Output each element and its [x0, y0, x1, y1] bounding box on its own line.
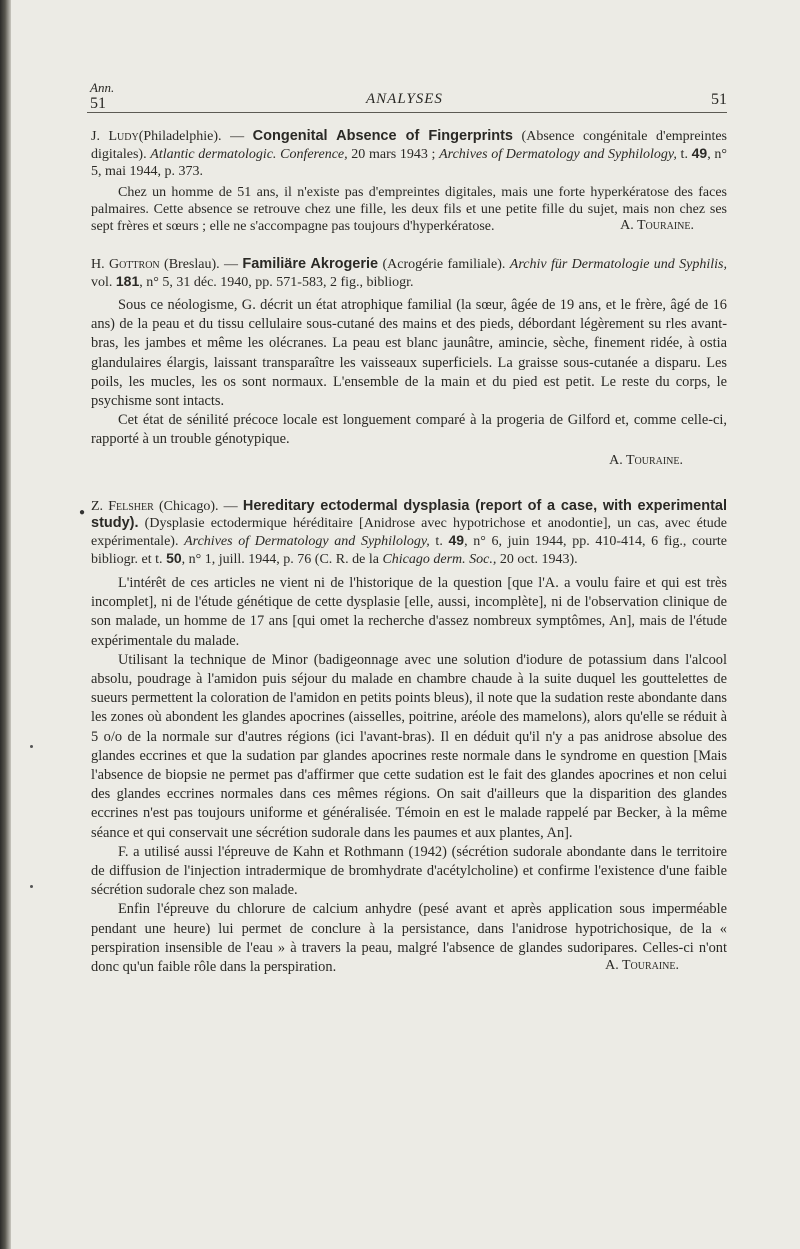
abstract-ludy — [91, 128, 727, 234]
author: Z. Felsher — [91, 499, 154, 514]
article-title: Hereditary ectodermal dysplasia (report of a case, with experimental study). — [91, 498, 727, 531]
signature: A. Touraine. — [609, 452, 683, 468]
handwritten-annotation: Ann. — [90, 80, 115, 95]
header-rule — [87, 112, 727, 113]
abstract-body: L'intérêt de ces articles ne vient ni de l'historique de la question [que l'A. a voulu faire et qui est très incomplet], ni de l'étude génétique de cette dysplasie [elle, aussi, incomplète], ni de l'observation clinique de son malade, un homme de 17 ans [qui omet la recherche d'assez nombreux symptômes, An], mais de l'étude expérimentale du malade. Utilisant la technique de Minor (badigeonnage avec une solution d'iodure de potassium dans l'alcool absolu, poudrage à l'amidon puis séjour du malade en chambre chaude à la suite duquel les gouttelettes de sueurs permettent la coloration de l'amidon en petits points bleus), il note que la sudation reste abondante dans les zones où abondent les glandes apocrines (aisselles, poitrine, aréole des mamelons), alors qu'elle se réduit à 5 o/o de la normale sur d'autres régions (ici l'avant-bras). Il en déduit qu'il n'y a pas anidrose absolue des glandes eccrines et que la sudation par glandes apocrines reste normale dans le syndrome en question [Mais l'absence de biopsie ne permet pas d'affirmer que cette sudation est le fait des glandes apocrines et non celui des glandes eccrines normales dans ces mêmes régions. On sait d'ailleurs que la disparition des glandes eccrines n'est pas toujours uniforme et généralisée. Témoin en est le malade rappelé par Becker, à la même séance et qui conservait une sécrétion sudorale dans les paumes et aux plantes, An]. F. a utilisé aussi l'épreuve de Kahn et Rothmann (1942) (sécrétion sudorale abondante dans le territoire de diffusion de l'injection intradermique de bromhydrate d'acétylcholine) et confirme l'existence d'une faible sécrétion sudorale chez son malade. Enfin l'épreuve du chlorure de calcium anhydre (pesé avant et après application sous imperméable pendant une heure) lui permet de conclure à la persistance, dans l'anidrose hypotrichosique, de la « perspiration insensible de l'eau » à travers la peau, malgré l'absence de glandes sudoripares. Celles-ci n'ont donc qu'un faible rôle dans la perspiration. — [91, 575, 727, 976]
abstract-body: Chez un homme de 51 ans, il n'existe pas d'empreintes digitales, mais une forte hyperkératose des faces palmaires. Cette absence se retrouve chez une fille, les deux fils et une petite fille du sujet, mais non chez ses sept frères et sœurs ; elle ne s'accompagne pas toujours d'hyperkératose. — [91, 185, 727, 234]
page-number: 51 — [711, 91, 727, 108]
author: J. Ludy — [91, 129, 139, 144]
author: H. Gottron — [91, 257, 160, 272]
margin-dot: ● — [79, 507, 86, 518]
signature: A. Touraine. — [620, 218, 694, 233]
running-head: ANALYSES — [366, 91, 443, 107]
signature: A. Touraine. — [605, 958, 679, 974]
margin-speck — [30, 745, 33, 748]
citation: Z. Felsher (Chicago). — Hereditary ectodermal dysplasia (report of a case, with experimental study). (Dysplasie ectodermique héréditaire [Anidrose avec hypotrichose et anodontie], un cas, avec étude expérimentale). Archives of Dermatology and Syphilology, t. 49, n° 6, juin 1944, pp. 410-414, 6 fig., courte bibliogr. et t. 50, n° 1, juill. 1944, p. 76 (C. R. de la Chicago derm. Soc., 20 oct. 1943). — [91, 498, 728, 567]
handwritten-page-number: 51 — [90, 95, 106, 112]
abstract-gottron — [91, 256, 727, 469]
article-title: Congenital Absence of Fingerprints — [252, 128, 513, 144]
margin-speck — [30, 885, 33, 888]
abstract-body: Sous ce néologisme, G. décrit un état atrophique familial (la sœur, âgée de 19 ans, et le frère, âgé de 16 ans) de la peau et du tissu cellulaire sous-cutané des mains et des pieds, débordant légèrement su rles avant-bras, les jambes et même les olécranes. La peau est blanc jaunâtre, amincie, sèche, finement ridée, à ostia glandulaires élargis, laissant transparaître les vaisseaux superficiels. La graisse sous-cutanée a disparu. Les poils, les mucles, les os sont normaux. L'ensemble de la main et du pied est petit. Le reste du corps, le psychisme sont intacts. Cet état de sénilité précoce locale est longuement comparé à la progeria de Gilford et, comme celle-ci, rapporté à un trouble génotypique. — [91, 297, 727, 448]
citation: H. Gottron (Breslau). — Familiäre Akrogerie (Acrogérie familiale). Archiv für Dermatologie und Syphilis, vol. 181, n° 5, 31 déc. 1940, pp. 571-583, 2 fig., bibliogr. — [91, 256, 728, 290]
article-title: Familiäre Akrogerie — [242, 256, 379, 272]
citation: J. Ludy(Philadelphie). — Congenital Absence of Fingerprints (Absence congénitale d'empreintes digitales). Atlantic dermatologic. Conference, 20 mars 1943 ; Archives of Dermatology and Syphilology, t. 49, n° 5, mai 1944, p. 373. — [91, 128, 727, 179]
abstract-felsher — [91, 498, 727, 974]
